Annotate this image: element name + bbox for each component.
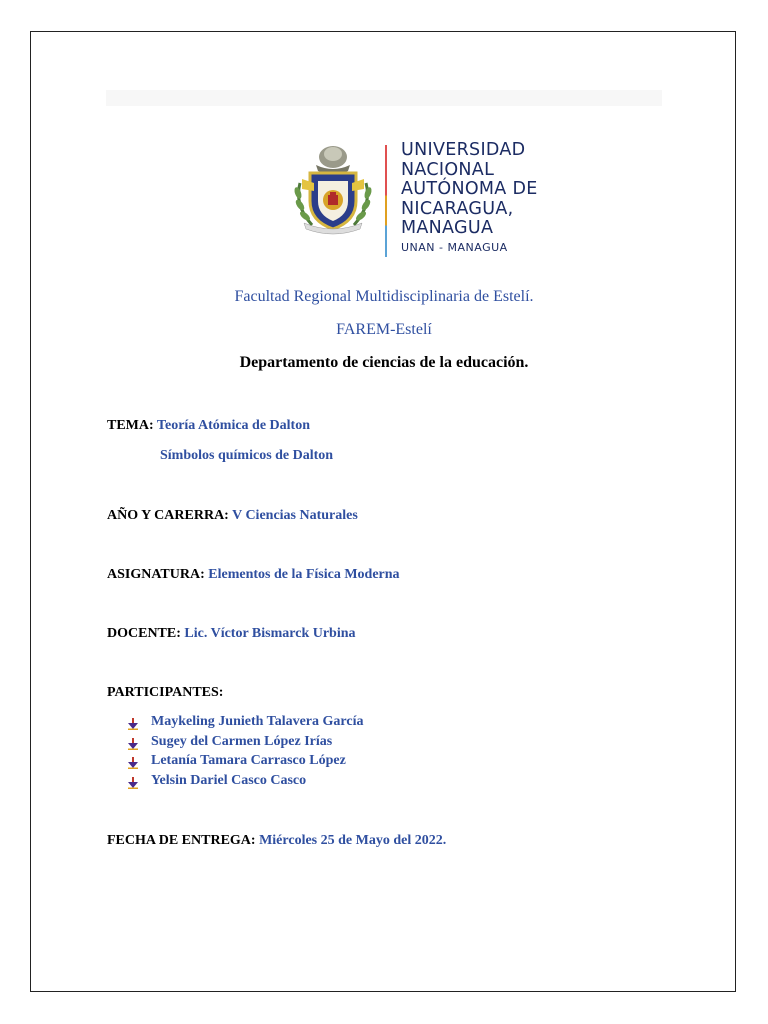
university-name-line: AUTÓNOMA DE bbox=[401, 179, 538, 199]
year-career-value: V Ciencias Naturales bbox=[232, 508, 358, 523]
participants-field bbox=[107, 685, 223, 701]
due-date-label: FECHA DE ENTREGA: bbox=[107, 833, 256, 848]
list-item bbox=[128, 734, 363, 754]
university-name bbox=[401, 141, 538, 239]
topic-field bbox=[107, 418, 310, 434]
due-date-value: Miércoles 25 de Mayo del 2022. bbox=[259, 833, 447, 848]
teacher-value: Lic. Víctor Bismarck Urbina bbox=[184, 626, 356, 641]
university-logo bbox=[286, 141, 546, 261]
year-career-label: AÑO Y CARERRA: bbox=[107, 508, 229, 523]
university-acronym: UNAN - MANAGUA bbox=[401, 241, 508, 254]
subject-value: Elementos de la Física Moderna bbox=[208, 567, 400, 582]
faculty-acronym: FAREM-Estelí bbox=[336, 321, 432, 338]
unan-crest-icon bbox=[286, 143, 380, 237]
header-band bbox=[106, 90, 662, 106]
down-arrow-bullet-icon bbox=[128, 757, 138, 769]
year-career-field bbox=[107, 508, 358, 524]
participants-list bbox=[128, 714, 363, 792]
faculty-name: Facultad Regional Multidisciplinaria de Estelí. bbox=[234, 288, 534, 305]
down-arrow-bullet-icon bbox=[128, 777, 138, 789]
list-item bbox=[128, 714, 363, 734]
down-arrow-bullet-icon bbox=[128, 718, 138, 730]
topic-label: TEMA: bbox=[107, 418, 154, 433]
list-item bbox=[128, 753, 363, 773]
teacher-field bbox=[107, 626, 356, 642]
subject-field bbox=[107, 567, 400, 583]
participants-label: PARTICIPANTES: bbox=[107, 685, 224, 700]
due-date-field bbox=[107, 833, 446, 849]
list-item bbox=[128, 773, 363, 793]
topic-value: Teoría Atómica de Dalton bbox=[156, 418, 311, 433]
university-name-line: NACIONAL bbox=[401, 159, 495, 180]
university-name-line: NICARAGUA, bbox=[401, 198, 514, 219]
university-name-line: MANAGUA bbox=[401, 218, 494, 238]
teacher-label: DOCENTE: bbox=[107, 626, 181, 641]
topic-value-secondary: Símbolos químicos de Dalton bbox=[160, 448, 334, 463]
participant-name: Letanía Tamara Carrasco López bbox=[151, 753, 346, 768]
participant-name: Sugey del Carmen López Irías bbox=[151, 733, 333, 749]
down-arrow-bullet-icon bbox=[128, 738, 138, 750]
subject-label: ASIGNATURA: bbox=[107, 567, 205, 582]
participant-name: Maykeling Junieth Talavera García bbox=[151, 714, 364, 729]
university-name-line: UNIVERSIDAD bbox=[401, 140, 526, 160]
participant-name: Yelsin Dariel Casco Casco bbox=[151, 772, 307, 788]
logo-divider bbox=[385, 145, 387, 257]
department-name: Departamento de ciencias de la educación. bbox=[239, 354, 529, 371]
